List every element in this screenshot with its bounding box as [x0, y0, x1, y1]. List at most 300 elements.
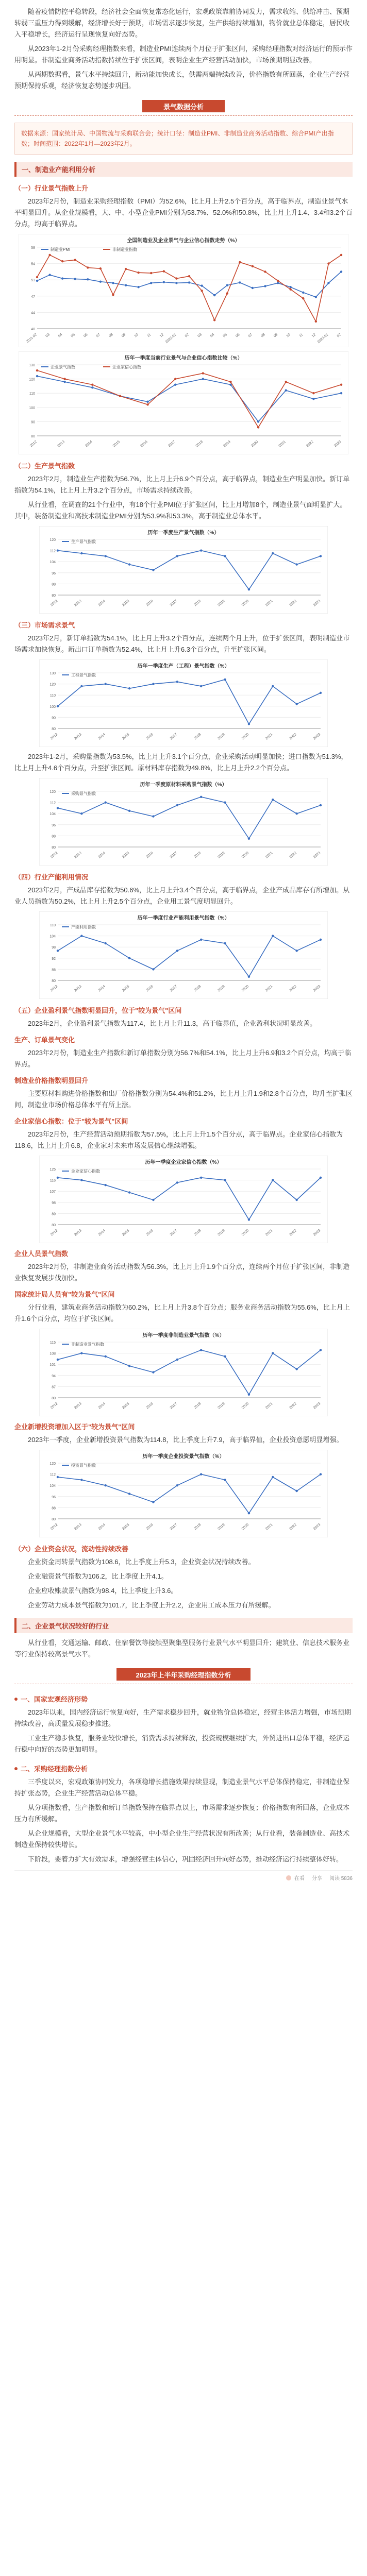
data-point [188, 275, 190, 277]
data-point [163, 281, 165, 283]
data-point [36, 369, 38, 371]
paragraph-funds-3: 企业应收账款景气指数为98.4，比上季度上升3.6。 [28, 1587, 178, 1595]
x-tick-label: 2018 [193, 1402, 202, 1410]
y-tick-label: 80 [52, 594, 56, 598]
y-tick-label: 58 [31, 246, 35, 250]
section-heading-1: 一、制造业产能利用分析 [14, 162, 353, 177]
paragraph-industries: 从行业看，交通运输、邮政、住宿餐饮等接触型聚集型服务行业景气水平明显回升；建筑业、信息技术服务业等行业保持较高景气水平。 [14, 1639, 350, 1658]
legend-label: 非制造业指数 [112, 247, 137, 252]
x-tick-label: 09 [121, 333, 127, 338]
like-label[interactable]: 在看 [294, 1876, 305, 1882]
x-tick-label: 2019 [217, 985, 226, 993]
y-tick-label: 87 [52, 1385, 56, 1389]
data-point [87, 266, 89, 268]
x-tick-label: 2023 [312, 1523, 322, 1531]
data-point [152, 1199, 154, 1201]
data-point [146, 403, 148, 405]
paragraph-1a: 2023年2月份，制造业采购经理指数（PMI）为52.6%，比上月上升2.5个百分点，高于临界点，制造业景气水平明显回升。从企业规模看，大、中、小型企业PMI分别为53.7%、52.0%和50.8%，比上月上升1.4、3.4和3.2个百分点，均高于临界点。 [14, 197, 353, 228]
data-point [295, 1368, 297, 1370]
legend-label: 生产景气指数 [71, 539, 96, 544]
x-tick-label: 2015 [121, 599, 130, 607]
y-tick-label: 110 [49, 924, 56, 927]
data-point [320, 804, 322, 806]
data-point [213, 319, 215, 321]
data-point [272, 552, 274, 554]
x-tick-label: 06 [235, 333, 241, 338]
data-point [272, 1179, 274, 1181]
subsection-heading-1c: （三）市场需求景气 [14, 621, 75, 629]
x-tick-label: 2018 [193, 1523, 202, 1531]
data-point [200, 549, 202, 551]
data-point [57, 1177, 59, 1179]
x-tick-label: 2014 [97, 1229, 107, 1237]
data-point [152, 815, 154, 817]
y-tick-label: 80 [52, 727, 56, 731]
paragraph-pmi-1: 三季度以来，宏观政策协同发力，各项稳增长措施效果持续显现，制造业景气水平总体保持稳定，非制造业保持扩张态势，企业生产经营活动总体平稳。 [14, 1778, 350, 1797]
legend-label: 采购景气指数 [71, 791, 96, 796]
data-point [63, 378, 65, 380]
data-point [152, 683, 154, 685]
subsection-heading-funds: （六）企业资金状况，流动性持续改善 [14, 1545, 129, 1553]
x-tick-label: 04 [57, 333, 63, 338]
x-tick-label: 06 [83, 333, 89, 338]
data-point [150, 272, 152, 274]
data-point [128, 1493, 130, 1495]
legend-label: 产能利用指数 [71, 925, 96, 929]
heading-pmi-analysis-label: 二、采购经理指数分析 [21, 1765, 88, 1773]
x-tick-label: 2014 [97, 985, 107, 993]
x-tick-label: 2022 [289, 985, 297, 993]
x-tick-label: 07 [247, 333, 254, 338]
data-point [320, 1473, 322, 1475]
x-tick-label: 2020 [241, 985, 250, 993]
chart-title: 历年一季度生产（工程）景气指数（%） [137, 664, 230, 669]
data-point [340, 392, 342, 394]
data-point [277, 282, 279, 284]
x-tick-label: 04 [209, 333, 215, 338]
data-point [176, 1359, 178, 1361]
data-point [137, 286, 139, 288]
x-tick-label: 2015 [121, 733, 130, 741]
x-tick-label: 2017 [169, 1523, 178, 1531]
x-tick-label: 2020 [241, 599, 250, 607]
data-point [320, 1177, 322, 1179]
y-tick-label: 98 [52, 946, 56, 950]
data-point [295, 812, 297, 815]
y-tick-label: 104 [49, 1484, 56, 1488]
article-footer [14, 1870, 353, 1885]
subsection-heading-1b: （二）生产景气指数 [14, 462, 75, 470]
x-tick-label: 2012 [49, 733, 59, 741]
data-point [150, 282, 152, 284]
line-chart-entrepreneur-confidence [39, 1156, 328, 1243]
bullet-icon [14, 1698, 18, 1701]
y-tick-label: 80 [52, 1518, 56, 1521]
x-tick-label: 10 [286, 333, 291, 338]
x-tick-label: 2020 [241, 733, 250, 741]
data-point [61, 260, 63, 262]
x-tick-label: 2021 [265, 1523, 274, 1531]
line-chart-non-manufacturing [39, 1329, 328, 1416]
data-point [264, 285, 266, 287]
chart-title: 历年一季度企业投资景气指数（%） [142, 1454, 225, 1460]
y-tick-label: 116 [49, 1179, 56, 1183]
line-chart-annual-confidence [19, 351, 348, 454]
x-tick-label: 2014 [97, 851, 107, 859]
data-point [289, 286, 291, 288]
data-point [320, 692, 322, 694]
data-point [224, 1179, 226, 1181]
y-tick-label: 86 [52, 968, 56, 972]
x-tick-label: 2013 [74, 599, 82, 607]
x-tick-label: 2023 [312, 1229, 322, 1237]
x-tick-label: 2012 [49, 1229, 59, 1237]
x-tick-label: 2012 [49, 851, 59, 859]
x-tick-label: 2023 [312, 599, 322, 607]
data-point [200, 1177, 202, 1179]
divider-2 [14, 1684, 353, 1686]
y-tick-label: 112 [49, 549, 56, 553]
data-point [224, 1355, 226, 1358]
legend-label: 制造业PMI [51, 247, 71, 252]
data-point [295, 703, 297, 705]
x-tick-label: 2021 [265, 1229, 274, 1237]
x-tick-label: 2019 [223, 440, 231, 448]
x-tick-label: 2022 [289, 1229, 297, 1237]
data-point [152, 569, 154, 571]
data-point [200, 685, 202, 687]
x-tick-label: 2016 [145, 1402, 154, 1410]
paragraph-funds-1: 企业资金周转景气指数为108.6，比上季度上升5.3，企业资金状况持续改善。 [28, 1558, 255, 1566]
data-point [202, 372, 204, 374]
data-point [248, 976, 250, 978]
data-point [36, 276, 38, 278]
data-point [80, 685, 82, 687]
data-point [224, 1479, 226, 1481]
paragraph-pmi-2: 从分项指数看，生产指数和新订单指数保持在临界点以上，市场需求逐步恢复；价格指数有所回落，企业成本压力有所缓解。 [14, 1804, 350, 1823]
data-point [248, 838, 250, 840]
x-tick-label: 2017 [169, 1229, 178, 1237]
x-tick-label: 2014 [97, 1402, 107, 1410]
data-point [224, 942, 226, 944]
x-tick-label: 2014 [97, 599, 107, 607]
data-point [137, 272, 139, 274]
x-tick-label: 02 [336, 333, 342, 338]
x-tick-label: 2022 [289, 851, 297, 859]
x-tick-label: 2015 [121, 985, 130, 993]
paragraph-statistics: 分行业看，建筑业商务活动指数为60.2%，比上月上升3.8个百分点；服务业商务活动指数为55.6%，比上月上升1.6个百分点，均位于扩张区间。 [14, 1303, 350, 1323]
data-point [175, 282, 177, 284]
data-point [201, 284, 203, 286]
section-heading-2: 二、企业景气状况较好的行业 [14, 1618, 353, 1633]
x-tick-label: 2013 [57, 440, 65, 448]
y-tick-label: 40 [31, 328, 35, 331]
x-tick-label: 2016 [145, 1229, 154, 1237]
data-point [80, 552, 82, 554]
data-point [80, 1479, 82, 1481]
data-point [128, 563, 130, 565]
data-point [128, 957, 130, 959]
paragraph-personnel: 2023年2月份，非制造业商务活动指数为56.3%，比上月上升1.9个百分点，连续两个月位于扩张区间，非制造业恢复发展步伐加快。 [14, 1263, 350, 1282]
x-tick-label: 2015 [121, 1402, 130, 1410]
x-tick-label: 2018 [193, 851, 202, 859]
paragraph-1b-2: 从行业看，在调查的21个行业中，有18个行业PMI位于扩张区间，比上月增加8个，制造业景气面明显扩大。其中，装备制造业和高技术制造业PMI分别为53.9%和53.3%，高于制造业总体水平。 [14, 501, 347, 520]
data-point [224, 801, 226, 803]
x-tick-label: 2014 [97, 733, 107, 741]
data-point [174, 383, 176, 385]
legend-label: 工程景气指数 [71, 673, 96, 677]
x-tick-label: 2012 [49, 985, 59, 993]
data-point [200, 1473, 202, 1475]
x-tick-label: 2016 [145, 851, 154, 859]
data-point [57, 807, 59, 809]
x-tick-label: 05 [70, 333, 76, 338]
y-tick-label: 90 [52, 716, 56, 720]
paragraph-1d: 2023年2月，产成品库存指数为50.6%，比上月上升3.4个百分点，高于临界点，企业产成品库存有所增加。从业人员指数为50.2%，比上月上升2.5个百分点，企业用工景气度明显回升。 [14, 886, 350, 905]
data-point [80, 1352, 82, 1354]
data-point [105, 1184, 107, 1186]
line-chart-pmi-trend [19, 234, 348, 347]
x-tick-label: 2017 [169, 985, 178, 993]
x-tick-label: 2013 [74, 1402, 82, 1410]
data-point [174, 378, 176, 380]
x-tick-label: 2020 [250, 440, 259, 448]
data-point [200, 939, 202, 941]
data-point [248, 1218, 250, 1221]
paragraph-1c-2: 2023年1-2月，采购量指数为53.5%，比上月上升3.1个百分点，企业采购活动明显加快；进口指数为51.3%，比上月上升4.6个百分点，升至扩张区间。原材料库存指数为49.8%，比上月上升2.2个百分点。 [14, 753, 348, 772]
legend-label: 企业家信心指数 [112, 365, 141, 369]
heading-macro [14, 1694, 353, 1704]
y-tick-label: 92 [52, 957, 56, 961]
x-tick-label: 2013 [74, 1523, 82, 1531]
x-tick-label: 10 [134, 333, 139, 338]
y-tick-label: 112 [49, 1473, 56, 1477]
x-tick-label: 2023-01 [316, 333, 329, 345]
x-tick-label: 2018 [195, 440, 204, 448]
data-point [99, 281, 102, 283]
x-tick-label: 2016 [145, 1523, 154, 1531]
data-point [80, 935, 82, 937]
x-tick-label: 2023 [333, 440, 342, 448]
x-tick-label: 2021-02 [25, 333, 38, 345]
data-point [128, 1365, 130, 1367]
line-chart-investment [39, 1450, 328, 1537]
x-tick-label: 2019 [217, 733, 226, 741]
intro-paragraph-3: 从两期数据看，景气水平持续回升，新动能加快成长，供需两端持续改善，价格指数有所回落，企业生产经营预期保持乐观，经济恢复态势逐步巩固。 [14, 71, 350, 90]
bullet-icon [14, 1767, 18, 1770]
subsection-heading-1e: （五）企业盈利景气指数明显回升，位于"较为景气"区间 [14, 1007, 182, 1014]
y-tick-label: 96 [52, 571, 56, 575]
chart-title: 全国制造业及企业景气与企业信心指数走势（%） [127, 238, 240, 244]
y-tick-label: 80 [52, 979, 56, 983]
data-point [176, 555, 178, 557]
data-point [289, 288, 291, 290]
y-tick-label: 80 [52, 846, 56, 850]
data-point [272, 935, 274, 937]
x-tick-label: 2015 [121, 1229, 130, 1237]
data-point [226, 284, 228, 286]
data-point [80, 812, 82, 815]
data-point [295, 1490, 297, 1492]
heading-pmi-analysis [14, 1764, 353, 1773]
data-point [152, 1501, 154, 1503]
heading-confidence: 企业家信心指数：位于"较为景气"区间 [14, 1117, 128, 1125]
data-point [320, 939, 322, 941]
data-point [146, 401, 148, 403]
data-point [36, 280, 38, 282]
data-point [264, 270, 266, 273]
data-point [213, 294, 215, 296]
data-point [57, 950, 59, 952]
x-tick-label: 2014 [85, 440, 93, 448]
x-tick-label: 2019 [217, 1229, 226, 1237]
y-tick-label: 120 [49, 538, 56, 542]
data-point [105, 1355, 107, 1358]
x-tick-label: 2022 [289, 599, 297, 607]
y-tick-label: 125 [49, 1168, 56, 1172]
y-tick-label: 104 [49, 935, 56, 939]
x-tick-label: 2015 [121, 1523, 130, 1531]
y-tick-label: 51 [31, 279, 35, 283]
x-tick-label: 2013 [74, 1229, 82, 1237]
x-tick-label: 2022 [289, 1402, 297, 1410]
paragraph-1b: 2023年2月，制造业生产指数为56.7%，比上月上升6.9个百分点，高于临界点，制造业生产明显加快。新订单指数为54.1%，比上月上升3.2个百分点，市场需求持续改善。 [14, 475, 350, 494]
x-tick-label: 2023 [312, 851, 322, 859]
x-tick-label: 2021 [265, 851, 274, 859]
data-point [91, 383, 93, 385]
paragraph-1e: 2023年2月，企业盈利景气指数为117.4，比上月上升11.3，高于临界值，企业盈利状况明显改善。 [28, 1020, 317, 1027]
x-tick-label: 08 [108, 333, 114, 338]
data-point [36, 375, 38, 377]
x-tick-label: 2012 [29, 440, 38, 448]
y-tick-label: 80 [52, 1224, 56, 1227]
data-point [152, 968, 154, 970]
data-point [105, 1484, 107, 1486]
chart-title: 历年一季度当前行业景气与企业信心指数比较（%） [124, 355, 243, 361]
data-point [229, 381, 231, 383]
data-point [91, 386, 93, 388]
y-tick-label: 100 [49, 705, 56, 709]
data-point [285, 381, 287, 383]
y-tick-label: 98 [52, 1201, 56, 1205]
data-point [99, 267, 102, 269]
data-point [176, 950, 178, 952]
x-tick-label: 2021 [278, 440, 287, 448]
share-label[interactable]: 分享 [311, 1876, 322, 1882]
paragraph-confidence: 2023年2月份，生产经营活动预期指数为57.5%，比上月上升1.5个百分点，高于临界点。企业家信心指数为118.6，比上月上升6.8，企业家对未来市场发展信心继续增强。 [14, 1130, 343, 1149]
data-point [327, 262, 329, 264]
data-point [295, 950, 297, 952]
x-tick-label: 2021 [265, 985, 274, 993]
divider [14, 115, 353, 117]
x-tick-label: 2020 [241, 1402, 250, 1410]
y-tick-label: 120 [49, 683, 56, 687]
data-point [112, 294, 114, 296]
y-tick-label: 88 [52, 583, 56, 587]
data-point [224, 555, 226, 557]
y-tick-label: 90 [31, 420, 35, 425]
data-point [188, 281, 190, 283]
data-point [312, 398, 314, 400]
line-chart-purchasing [39, 778, 328, 866]
line-chart-production [39, 526, 328, 614]
chart-title: 历年一季度非制造业景气指数（%） [142, 1333, 225, 1338]
data-point [57, 549, 59, 551]
data-point [302, 297, 304, 299]
x-tick-label: 2012 [49, 599, 59, 607]
data-point [272, 1476, 274, 1478]
data-point [295, 1199, 297, 1201]
data-point [295, 563, 297, 565]
y-tick-label: 47 [31, 295, 35, 299]
data-point [105, 942, 107, 944]
data-point [315, 320, 317, 323]
subsection-heading-1d: （四）行业产能利用情况 [14, 873, 89, 881]
y-tick-label: 104 [49, 561, 56, 565]
data-point [176, 681, 178, 683]
like-icon[interactable] [286, 1875, 291, 1880]
x-tick-label: 2013 [74, 985, 82, 993]
data-point [57, 1476, 59, 1478]
paragraph-pmi-4: 下阶段，要着力扩大有效需求，增强经营主体信心，巩固经济回升向好态势，推动经济运行持续整体好转。 [28, 1855, 343, 1863]
y-tick-label: 107 [49, 1190, 56, 1194]
x-tick-label: 2018 [193, 985, 202, 993]
y-tick-label: 54 [31, 262, 35, 266]
data-point [312, 392, 314, 394]
data-point [315, 296, 317, 298]
data-point [61, 277, 63, 279]
data-point [320, 1349, 322, 1351]
y-tick-label: 120 [29, 378, 35, 382]
x-tick-label: 2018 [193, 733, 202, 741]
x-tick-label: 2021 [265, 1402, 274, 1410]
data-point [272, 1352, 274, 1354]
data-point [248, 1394, 250, 1396]
x-tick-label: 2019 [217, 851, 226, 859]
y-tick-label: 80 [52, 1397, 56, 1400]
section-banner-data: 景气数据分析 [142, 100, 225, 112]
paragraph-price-index: 主要原材料购进价格指数和出厂价格指数分别为54.4%和51.2%，比上月上升1.9和2.8个百分点，均升至扩张区间，制造业市场价格总体水平有所上涨。 [14, 1090, 353, 1109]
data-point [272, 799, 274, 801]
x-tick-label: 2017 [169, 851, 178, 859]
data-point [176, 1181, 178, 1183]
y-tick-label: 130 [29, 364, 35, 367]
x-tick-label: 08 [260, 333, 266, 338]
x-tick-label: 2019 [217, 1523, 226, 1531]
x-tick-label: 2012 [49, 1523, 59, 1531]
legend-label: 企业景气指数 [51, 365, 75, 369]
y-tick-label: 110 [49, 694, 56, 698]
y-tick-label: 120 [49, 1462, 56, 1466]
heading-statistics: 国家统计局人员有"较为景气"区间 [14, 1291, 115, 1298]
paragraph-macro-2: 工业生产稳步恢复，服务业较快增长，消费需求持续释放，投资规模继续扩大，外贸进出口总体平稳，经济运行稳中向好的态势更加明显。 [14, 1734, 350, 1753]
subsection-heading-1a: （一）行业景气指数上升 [14, 184, 89, 192]
x-tick-label: 2015 [121, 851, 130, 859]
y-tick-label: 108 [49, 1352, 56, 1356]
data-point [105, 801, 107, 803]
x-tick-label: 2022 [289, 1523, 297, 1531]
x-tick-label: 2022-01 [164, 333, 177, 345]
x-tick-label: 2018 [193, 1229, 202, 1237]
y-tick-label: 96 [52, 1495, 56, 1499]
x-tick-label: 2017 [169, 733, 178, 741]
data-point [105, 683, 107, 685]
data-point [252, 265, 254, 267]
x-tick-label: 2021 [265, 733, 274, 741]
data-point [320, 555, 322, 557]
y-tick-label: 104 [49, 812, 56, 817]
y-tick-label: 96 [52, 823, 56, 827]
